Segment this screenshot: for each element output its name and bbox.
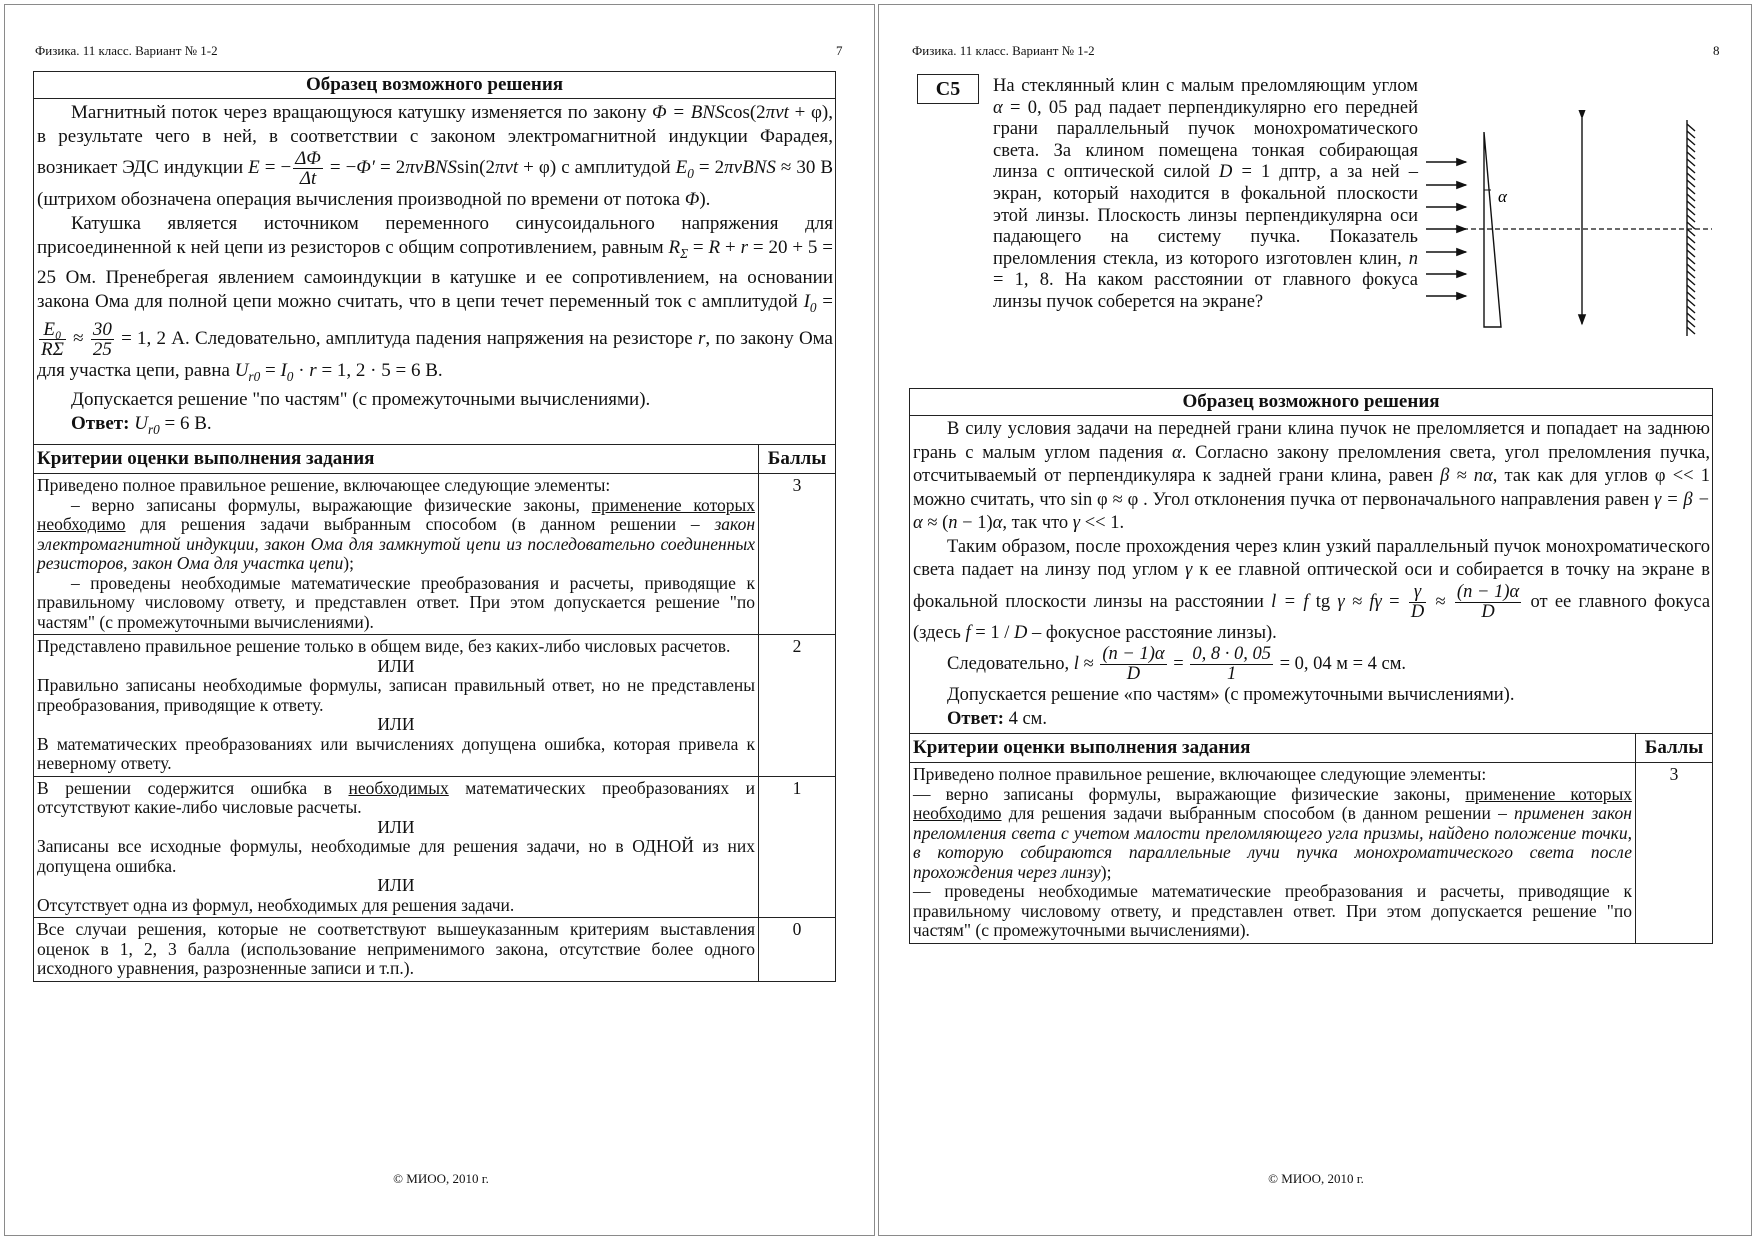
math-symbol: α xyxy=(1171,442,1182,463)
text-run: Магнитный поток через вращающуюся катушку изменяется по закону xyxy=(71,102,653,123)
math-symbol: α xyxy=(993,97,1003,118)
text-run: Приведено полное правильное решение, включающее следующие элементы: xyxy=(913,764,1487,784)
text-run: = 0, 04 м = 4 см. xyxy=(1274,653,1407,674)
text-run: = 1 дптр, а за ней – экран, который находится в фокальной плоскости этой линзы. Плоскость линзы перпендикулярна оси падающего на систему пучка. Показатель преломления стекла, из которого изготовлен клин, xyxy=(993,162,1418,269)
text-run: для решения задачи выбранным способом (в данном решении – xyxy=(1001,803,1514,823)
math-symbol: E xyxy=(248,156,260,178)
text-run: для решения задачи выбранным способом (в данном решении – xyxy=(125,514,715,535)
paragraph xyxy=(913,708,1710,732)
task-text xyxy=(993,76,1418,314)
subscript: Σ xyxy=(680,245,689,261)
text-run: = 1, 2 · 5 = 6 В. xyxy=(316,359,443,381)
text-run: = xyxy=(816,290,833,312)
math-symbol: r xyxy=(740,237,748,258)
math-symbol: D xyxy=(1219,162,1233,183)
text-run: = xyxy=(688,237,709,258)
text-run: На стеклянный клин с малым преломляющим углом xyxy=(993,76,1418,96)
subscript: r0 xyxy=(147,422,160,438)
underlined-text: необходимых xyxy=(348,777,449,798)
paragraph xyxy=(37,388,833,412)
text-run: , так что xyxy=(1002,513,1073,533)
text-run: = 1 / xyxy=(970,622,1014,643)
criteria-points: 3 xyxy=(759,474,836,635)
text-run: ИЛИ xyxy=(377,875,415,896)
text-run: = xyxy=(1168,653,1189,674)
text-run: 4 см. xyxy=(1008,708,1047,729)
text-run: ИЛИ xyxy=(377,714,415,735)
criteria-paragraph xyxy=(37,837,755,876)
text-run: = 1, 2 А. Следовательно, амплитуда падения напряжения на резисторе xyxy=(115,327,698,349)
page-header: Физика. 11 класс. Вариант № 1-2 xyxy=(912,43,1095,58)
solution-box xyxy=(909,388,1713,944)
page-footer: © МИОО, 2010 г. xyxy=(1268,1171,1364,1186)
math-symbol: $U_{r0}$ xyxy=(134,413,160,438)
text-run: ≈ ( xyxy=(922,513,949,533)
math-symbol: r xyxy=(309,359,317,381)
text-run: = 2 xyxy=(374,156,406,178)
math-symbol: r xyxy=(698,327,706,349)
text-run: Допускается решение «по частям» (с промежуточными вычислениями). xyxy=(947,685,1515,705)
math-symbol: l = f xyxy=(1271,591,1309,612)
criteria-row xyxy=(34,776,835,918)
or-separator xyxy=(37,657,755,677)
denominator: D xyxy=(1481,601,1495,622)
criteria-row xyxy=(34,474,835,635)
solution-title: Образец возможного решения xyxy=(910,389,1712,416)
criteria-paragraph xyxy=(37,496,755,574)
text-run: математических преобразованиях и отсутствуют какие-либо числовые расчеты. xyxy=(37,777,756,818)
math-symbol: закон электромагнитной индукции, закон Ома для замкнутой цепи из последовательно соединенных резисторов, закон Ома для участка цепи xyxy=(37,514,755,574)
text-run: В математических преобразованиях или вычислениях допущена ошибка, которая привела к неверному ответу. xyxy=(37,733,755,774)
criteria-table xyxy=(34,444,835,981)
text-run: В силу условия задачи на передней грани клина пучок не преломляется и попадает на заднюю грань с малым углом падения xyxy=(913,419,1710,463)
numerator: ΔΦ xyxy=(295,148,321,169)
criteria-header: Критерии оценки выполнения задания xyxy=(34,445,759,474)
denominator: Δt xyxy=(299,168,317,189)
numerator: 0, 8 · 0, 05 xyxy=(1192,644,1271,664)
numerator: (n − 1)α xyxy=(1456,581,1520,602)
criteria-points: 1 xyxy=(759,776,836,918)
page-number: 8 xyxy=(1713,43,1720,58)
criteria-paragraph xyxy=(913,765,1632,785)
page-7 xyxy=(4,4,875,1236)
math-symbol: γ = β − α xyxy=(913,489,1710,533)
math-symbol: Φ = BNS xyxy=(652,102,725,123)
criteria-row xyxy=(910,763,1712,943)
text-run: + φ), в результате чего в ней, в соответствии с законом электромагнитной индукции Фарадея, возникает ЭДС индукции xyxy=(37,102,833,178)
text-run: = xyxy=(260,359,281,381)
text-run: Записаны все исходные формулы, необходимые для решения задачи, но в ОДНОЙ из них допущена ошибка. xyxy=(37,836,755,876)
subscript: 0 xyxy=(809,299,817,315)
text-run: ). xyxy=(699,189,711,210)
numerator: (n − 1)α xyxy=(1102,644,1165,664)
solution-box xyxy=(33,71,836,982)
paragraph xyxy=(913,645,1710,684)
text-run: + φ) с амплитудой xyxy=(518,156,676,178)
text-run: Катушка является источником переменного синусоидального напряжения для присоединенной к ней цепи из резисторов с общим сопротивлением, равным xyxy=(37,213,833,258)
criteria-points: 0 xyxy=(759,918,836,981)
criteria-paragraph xyxy=(37,574,755,633)
math-symbol: $I_0$ xyxy=(280,359,294,384)
text-run: + xyxy=(720,237,741,258)
text-run: ИЛИ xyxy=(377,816,415,837)
underlined-text: применение которых необходимо xyxy=(913,783,1632,823)
fraction xyxy=(1100,645,1166,684)
math-symbol: πνt xyxy=(494,156,519,178)
paragraph xyxy=(37,101,833,212)
fraction xyxy=(1190,645,1273,684)
math-symbol: Φ xyxy=(684,189,700,210)
text-run: = − xyxy=(259,156,292,178)
math-symbol: β ≈ nα xyxy=(1440,466,1493,486)
text-run: ИЛИ xyxy=(377,655,415,676)
optics-diagram xyxy=(1420,110,1720,345)
fraction xyxy=(91,320,114,359)
criteria-description xyxy=(910,763,1636,943)
criteria-header-row xyxy=(34,445,835,474)
text-run: – верно записаны формулы, выражающие физические законы, xyxy=(71,494,592,515)
math-symbol: γ xyxy=(1185,560,1193,580)
text-run: к ее главной оптической оси и собирается в точку на экране в фокальной плоскости линзы на расстоянии xyxy=(913,560,1710,612)
text-run: = 2 xyxy=(693,156,725,178)
math-symbol: n xyxy=(1408,248,1418,269)
criteria-table xyxy=(910,733,1712,943)
criteria-description xyxy=(34,776,759,918)
criteria-paragraph xyxy=(913,785,1632,883)
text-run: ); xyxy=(343,553,354,574)
text-run: — проведены необходимые математические преобразования и расчеты, приводящие к правильному числовому ответу, и представлен ответ. При этом допускается решение "по частям" (с промежуточными вычислениями). xyxy=(913,881,1632,940)
page-number: 7 xyxy=(836,43,843,58)
points-header: Баллы xyxy=(759,445,836,474)
task-label: С5 xyxy=(917,74,979,104)
paragraph xyxy=(913,536,1710,646)
math-symbol: n xyxy=(948,513,958,533)
or-separator xyxy=(37,876,755,896)
bold-label: Ответ: xyxy=(71,413,135,435)
criteria-points: 2 xyxy=(759,635,836,777)
criteria-header-row xyxy=(910,734,1712,763)
text-run: Представлено правильное решение только в общем виде, без каких-либо числовых расчетов. xyxy=(37,636,731,657)
criteria-paragraph xyxy=(37,637,755,657)
text-run: Таким образом, после прохождения через клин узкий параллельный пучок монохроматического света падает на линзу под углом xyxy=(913,536,1710,580)
criteria-description xyxy=(34,918,759,981)
text-run: – фокусное расстояние линзы). xyxy=(1027,622,1277,643)
text-run: ≈ xyxy=(1078,653,1099,674)
text-run: << 1. xyxy=(1080,513,1125,533)
text-run: В решении содержится ошибка в xyxy=(37,777,349,798)
denominator: 25 xyxy=(92,338,112,360)
solution-text xyxy=(910,416,1712,733)
criteria-paragraph xyxy=(37,896,755,916)
underlined-text: применение которых необходимо xyxy=(37,494,755,535)
math-symbol: γ ≈ fγ xyxy=(1337,591,1382,612)
math-symbol: f xyxy=(965,622,971,643)
bold-label: Ответ: xyxy=(947,708,1009,729)
math-symbol: D xyxy=(1013,622,1028,643)
math-symbol: R xyxy=(708,237,721,258)
text-run: ); xyxy=(1100,861,1112,882)
math-symbol: πνBNS xyxy=(405,156,457,178)
subscript: r0 xyxy=(248,368,261,384)
criteria-description xyxy=(34,635,759,777)
math-symbol: Φ′ xyxy=(356,156,375,178)
page-header: Физика. 11 класс. Вариант № 1-2 xyxy=(35,43,218,58)
criteria-row xyxy=(34,635,835,777)
criteria-paragraph xyxy=(37,676,755,715)
denominator: D xyxy=(1126,664,1141,684)
page-footer: © МИОО, 2010 г. xyxy=(393,1171,489,1186)
subscript: 0 xyxy=(687,165,694,181)
denominator: D xyxy=(1410,601,1425,622)
paragraph xyxy=(913,418,1710,536)
text-run: . Согласно закону преломления света, угол преломления пучка, отсчитываемый от перпендикуляра к задней грани клина, равен xyxy=(913,442,1710,486)
text-run: — верно записаны формулы, выражающие физические законы, xyxy=(913,783,1466,804)
text-run: tg xyxy=(1308,591,1338,612)
fraction xyxy=(39,320,66,359)
text-run: Допускается решение "по частям" (с промежуточными вычислениями). xyxy=(71,389,651,411)
text-run: , так как для углов φ << 1 можно считать, что sin φ ≈ φ . Угол отклонения пучка от первоначального направления равен xyxy=(913,466,1711,510)
criteria-paragraph xyxy=(37,920,755,979)
solution-title: Образец возможного решения xyxy=(34,72,835,99)
angle-label: α xyxy=(1498,187,1507,206)
text-run: Следовательно, xyxy=(947,653,1074,674)
points-header: Баллы xyxy=(1636,734,1713,763)
math-symbol: $U_{r0}$ xyxy=(234,359,261,384)
math-symbol: $I_0$ xyxy=(803,290,817,315)
text-run: = 20 + 5 = 25 Ом. Пренебрегая явлением самоиндукции в катушке и ее сопротивлением, на основании закона Ома для полной цепи можно считать, что в цепи течет переменный ток с амплитудой xyxy=(37,237,834,312)
text-run: ≈ xyxy=(1428,591,1453,612)
fraction xyxy=(293,149,323,188)
numerator: 30 xyxy=(92,318,112,340)
text-run: sin(2 xyxy=(456,156,495,178)
text-run: Правильно записаны необходимые формулы, записан правильный ответ, но не представлены преобразования, приводящие к ответу. xyxy=(37,675,755,715)
fraction xyxy=(1455,583,1521,622)
math-symbol: πνBNS xyxy=(724,156,776,178)
numerator: γ xyxy=(1409,583,1426,603)
math-symbol: $E_0$ xyxy=(675,156,694,181)
text-run: ≈ xyxy=(67,327,89,349)
math-symbol: γ xyxy=(1072,513,1081,533)
text-run: = 6 В. xyxy=(159,413,212,435)
text-run: , по закону Ома для участка цепи, равна xyxy=(37,327,833,381)
criteria-row xyxy=(34,918,835,981)
paragraph xyxy=(37,212,833,388)
math-symbol: применен закон преломления света с учетом малости преломляющего угла призмы, найдено положение точки, в которую собираются параллельные лучи пучка монохроматического света после прохождения через линзу xyxy=(913,803,1632,882)
paragraph xyxy=(913,684,1710,708)
or-separator xyxy=(37,715,755,735)
solution-text xyxy=(34,99,835,444)
text-run: Приведено полное правильное решение, включающее следующие элементы: xyxy=(37,475,611,496)
criteria-paragraph xyxy=(37,735,755,774)
criteria-description xyxy=(34,474,759,635)
math-symbol: πνt xyxy=(765,102,789,123)
text-run: Все случаи решения, которые не соответствуют вышеуказанным критериям выставления оценок в 1, 2, 3 балла (использование неприменимого закона, отсутствие более одного исходного уравнения, разрозненные записи и т.п.). xyxy=(37,919,755,979)
text-run: = 1, 8. На каком расстоянии от главного фокуса линзы пучок соберется на экране? xyxy=(993,270,1418,312)
text-run: = − xyxy=(324,156,357,178)
math-symbol: l xyxy=(1073,653,1079,674)
numerator: E₀ xyxy=(39,320,66,340)
or-separator xyxy=(37,818,755,838)
subscript: 0 xyxy=(286,368,294,384)
criteria-points: 3 xyxy=(1636,763,1713,943)
denominator: RΣ xyxy=(41,338,64,360)
text-run: cos(2 xyxy=(724,102,766,123)
text-run: = 0, 05 рад падает перпендикулярно его передней грани параллельный пучок монохроматического света. За клином помещена тонкая собирающая линза с оптической силой xyxy=(993,97,1418,183)
paragraph xyxy=(37,412,833,442)
text-run: · xyxy=(293,359,310,381)
text-run: от ее главного фокуса (здесь xyxy=(913,591,1711,643)
criteria-paragraph xyxy=(37,476,755,496)
screen xyxy=(1687,120,1695,336)
text-run: – проведены необходимые математические преобразования и расчеты, приводящие к правильному числовому ответу, и представлен ответ. При этом допускается решение "по частям" (с промежуточными вычислениями). xyxy=(37,572,755,632)
text-run: − 1) xyxy=(957,513,993,533)
fraction xyxy=(1409,583,1426,622)
math-symbol: $R_\Sigma$ xyxy=(668,237,689,261)
text-run: Отсутствует одна из формул, необходимых для решения задачи. xyxy=(37,894,515,915)
denominator: 1 xyxy=(1227,664,1237,684)
text-run: ≈ 30 В (штрихом обозначена операция вычисления производной по времени от потока xyxy=(37,156,834,210)
criteria-paragraph xyxy=(913,882,1632,941)
criteria-paragraph xyxy=(37,779,755,818)
math-symbol: α xyxy=(992,513,1003,533)
text-run: = xyxy=(1381,591,1407,612)
criteria-header: Критерии оценки выполнения задания xyxy=(910,734,1636,763)
